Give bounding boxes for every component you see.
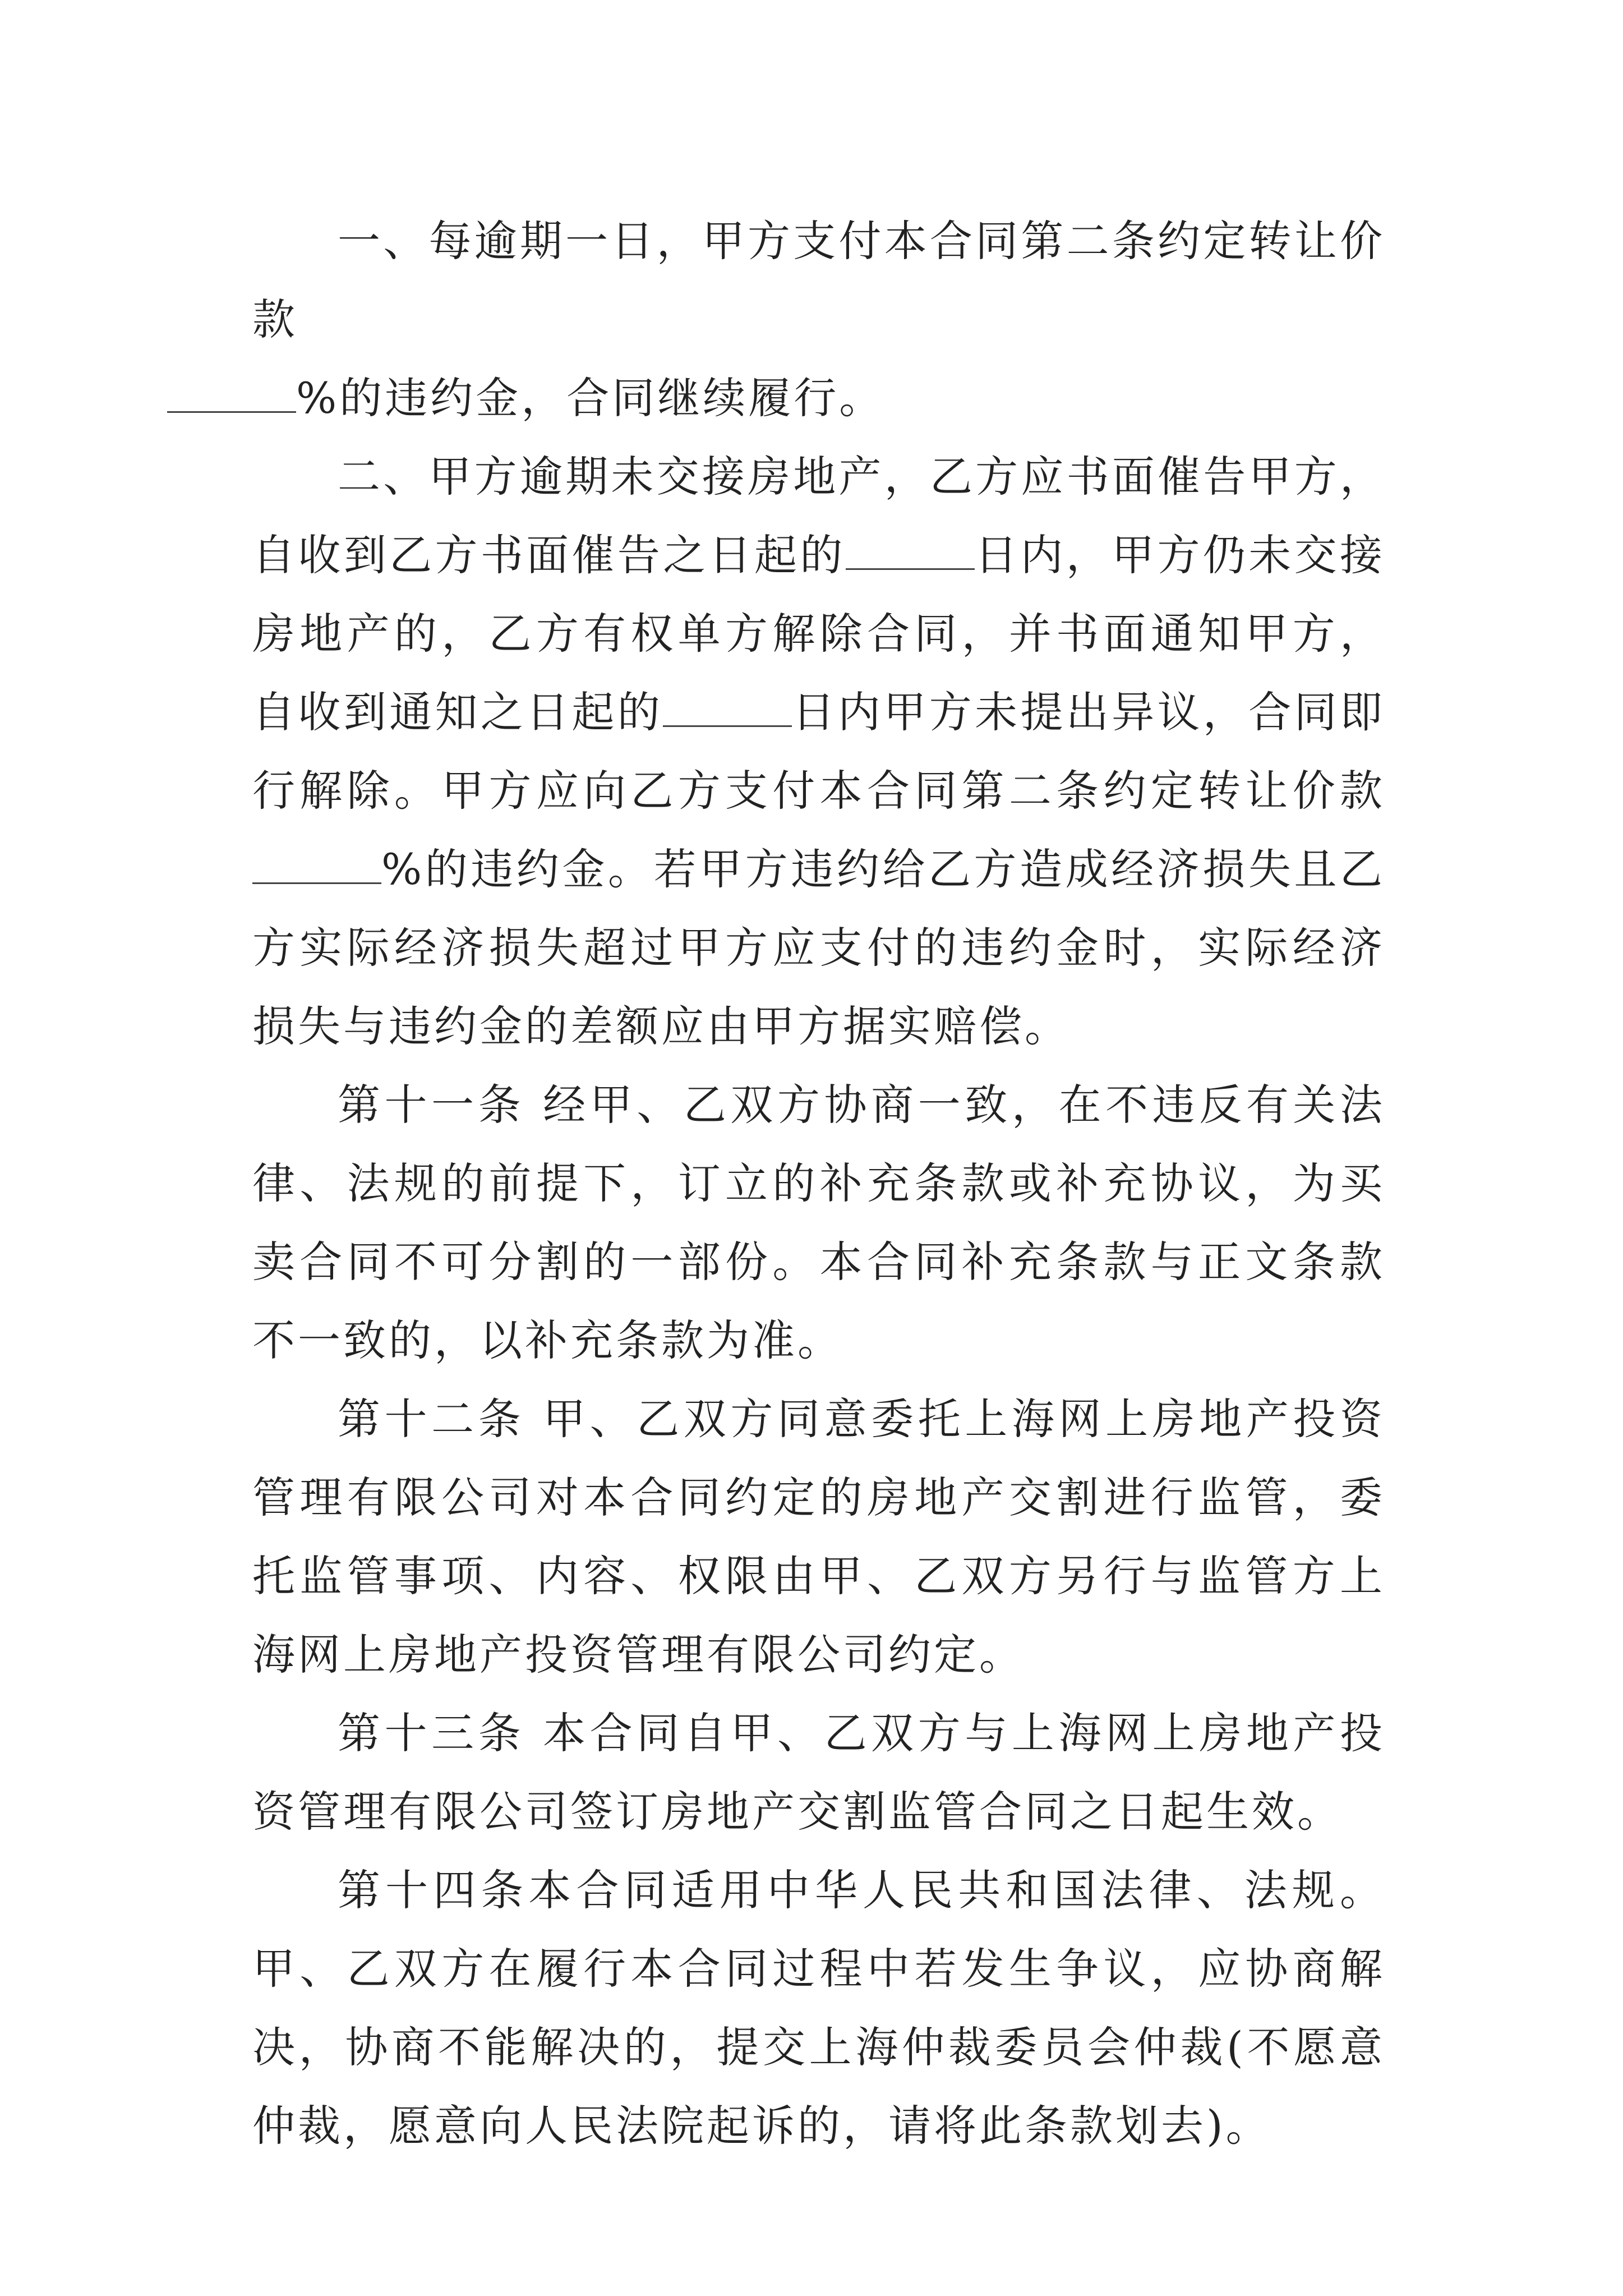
blank-field[interactable] [663,692,792,727]
paragraph-clause-13: 第十三条 本合同自甲、乙双方与上海网上房地产投资管理有限公司签订房地产交割监管合同之日起生效。 [252,1708,1385,1837]
paragraph-clause-14: 第十四条本合同适用中华人民共和国法律、法规。甲、乙双方在履行本合同过程中若发生争议，应协商解决，协商不能解决的，提交上海仲裁委员会仲裁(不愿意仲裁，愿意向人民法院起诉的，请将此条款划去)。 [252,1865,1385,2151]
document-page [252,202,1385,2165]
text: %的违约金。若甲方违约给乙方造成经济损失且乙方实际经济损失超过甲方应支付的违约金时，实际经济损失与违约金的差额应由甲方据实赔偿。 [252,844,1385,1051]
text: 一、每逾期一日，甲方支付本合同第二条约定转让价款 [252,216,1385,344]
paragraph-clause-10-1 [252,202,1385,438]
blank-field[interactable] [167,378,296,413]
blank-field[interactable] [846,535,975,570]
paragraph-clause-12: 第十二条 甲、乙双方同意委托上海网上房地产投资管理有限公司对本合同约定的房地产交割进行监管，委托监管事项、内容、权限由甲、乙双方另行与监管方上海网上房地产投资管理有限公司约定。 [252,1394,1385,1680]
paragraph-clause-10-2 [252,438,1385,1066]
text: 二、甲方逾期未交接房地产，乙方应书面催告甲方，自收到乙方书面催告之日起的 [252,452,1385,580]
paragraph-clause-11: 第十一条 经甲、乙双方协商一致，在不违反有关法律、法规的前提下，订立的补充条款或补充协议，为买卖合同不可分割的一部份。本合同补充条款与正文条款不一致的，以补充条款为准。 [252,1080,1385,1365]
text: 日内，甲方仍未交接房地产的，乙方有权单方解除合同，并书面通知甲方，自收到通知之日起的 [252,530,1386,737]
text: 日内甲方未提出异议，合同即行解除。甲方应向乙方支付本合同第二条约定转让价款 [252,687,1386,816]
blank-field[interactable] [252,849,381,884]
text: %的违约金，合同继续履行。 [296,373,885,423]
